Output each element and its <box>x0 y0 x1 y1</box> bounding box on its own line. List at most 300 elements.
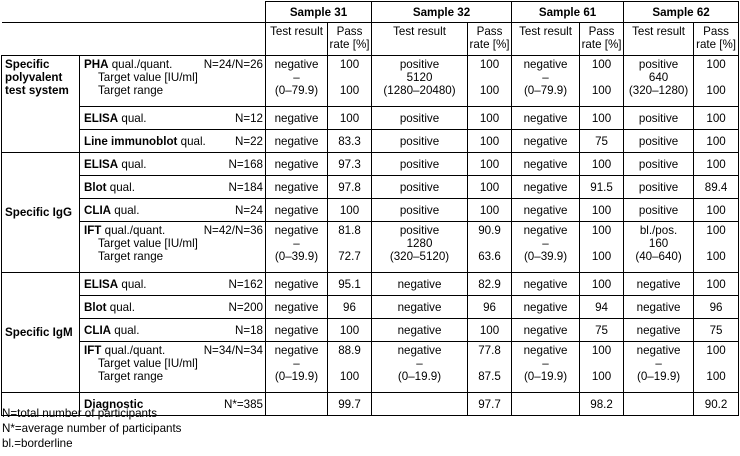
method-name: ELISA <box>84 157 119 171</box>
result-value: negative <box>274 157 319 171</box>
pass-rate-value: 100 <box>706 224 726 237</box>
test-result-cell <box>624 342 694 393</box>
test-method-cell <box>80 273 266 296</box>
pass-rate-value: 96 <box>343 300 356 314</box>
result-value: negative <box>523 58 568 71</box>
result-value: negative <box>523 344 568 357</box>
test-result-cell <box>372 342 468 393</box>
target-value: – <box>293 357 300 370</box>
result-value: negative <box>523 111 568 125</box>
method-mode: qual. <box>180 134 206 148</box>
result-value: negative <box>274 58 319 71</box>
target-value: – <box>416 357 423 370</box>
pass-rate-header: Pass rate [%] <box>328 23 372 56</box>
pass-rate-range-value: 100 <box>591 370 612 383</box>
pass-rate-value: 100 <box>591 157 612 171</box>
pass-rate-cell <box>694 296 739 319</box>
target-range: (0–79.9) <box>523 84 568 97</box>
pass-rate-range-value: 100 <box>591 250 612 263</box>
pass-rate-header: Pass rate [%] <box>580 23 624 56</box>
pass-rate-range-value: 87.5 <box>478 370 501 383</box>
target-range: (0–19.9) <box>636 370 681 383</box>
target-range: (1280–20480) <box>383 84 456 97</box>
pass-rate-cell <box>328 130 372 153</box>
method-name-wrap <box>84 324 139 337</box>
method-mode: qual./quant. <box>111 58 173 71</box>
table-row <box>2 342 739 393</box>
footnotes <box>2 406 181 451</box>
result-value: positive <box>399 180 440 194</box>
pass-rate-range-value: 100 <box>591 84 612 97</box>
pass-rate-value: 100 <box>479 58 500 71</box>
sample-header: Sample 32 <box>372 2 512 23</box>
spacer <box>580 71 623 84</box>
method-mode: qual. <box>121 277 147 291</box>
participant-count: N=18 <box>234 323 263 337</box>
target-value: – <box>542 71 549 84</box>
table-row <box>2 176 739 199</box>
target-value: – <box>293 71 300 84</box>
test-result-cell <box>624 56 694 107</box>
test-method-cell <box>80 107 266 130</box>
method-name: PHA <box>84 58 109 71</box>
result-value: positive <box>399 134 440 148</box>
pass-rate-value: 100 <box>591 344 612 357</box>
participant-count: N=168 <box>228 157 263 171</box>
pass-rate-value: 97.3 <box>338 157 361 171</box>
method-mode: qual. <box>121 111 147 125</box>
pass-rate-cell <box>694 107 739 130</box>
pass-rate-cell <box>694 199 739 222</box>
table-row <box>2 273 739 296</box>
pass-rate-value: 100 <box>706 344 726 357</box>
test-result-cell <box>624 107 694 130</box>
result-value: negative <box>523 277 568 291</box>
test-result-cell <box>512 130 580 153</box>
test-result-cell <box>372 319 468 342</box>
group-label: Specific IgG <box>2 153 80 273</box>
empty-result-cell <box>512 393 580 416</box>
pass-rate-cell <box>694 153 739 176</box>
pass-rate-value: 100 <box>591 203 612 217</box>
table-row <box>2 107 739 130</box>
participant-count: N=12 <box>234 111 263 125</box>
test-method-cell <box>80 153 266 176</box>
pass-rate-cell <box>328 319 372 342</box>
target-range-label: Target range <box>98 370 164 383</box>
result-value: negative <box>274 323 319 337</box>
test-result-header: Test result <box>624 23 694 56</box>
result-value: negative <box>274 111 319 125</box>
pass-rate-range-value: 100 <box>339 370 360 383</box>
result-value: negative <box>636 277 681 291</box>
method-name: CLIA <box>84 323 112 337</box>
method-name: CLIA <box>84 203 112 217</box>
pass-rate-cell <box>468 56 512 107</box>
sample-header: Sample 62 <box>624 2 739 23</box>
test-result-cell <box>266 273 328 296</box>
method-line <box>84 344 263 357</box>
test-result-cell <box>372 296 468 319</box>
pass-rate-cell <box>328 176 372 199</box>
participant-count: N=42/N=36 <box>203 224 263 237</box>
method-name-wrap <box>84 301 135 314</box>
method-name: ELISA <box>84 277 119 291</box>
method-mode: qual. <box>114 323 140 337</box>
pass-rate-value: 100 <box>591 58 612 71</box>
pass-rate-cell <box>328 107 372 130</box>
method-name: Blot <box>84 300 107 314</box>
result-value: negative <box>523 323 568 337</box>
participant-count: N=200 <box>228 300 263 314</box>
target-range-label: Target range <box>98 250 164 263</box>
pass-rate-cell <box>580 273 624 296</box>
pass-rate-cell <box>328 199 372 222</box>
target-range: (0–19.9) <box>397 370 442 383</box>
test-method-cell <box>80 296 266 319</box>
method-line <box>84 158 263 171</box>
test-result-cell <box>266 222 328 273</box>
test-result-cell <box>512 319 580 342</box>
result-value: negative <box>274 224 319 237</box>
result-value: positive <box>399 203 440 217</box>
test-result-cell <box>266 153 328 176</box>
result-value: negative <box>274 180 319 194</box>
method-line <box>84 301 263 314</box>
spacer <box>694 357 738 370</box>
test-result-cell <box>372 199 468 222</box>
pass-rate-cell <box>468 199 512 222</box>
pass-rate-cell <box>580 107 624 130</box>
pass-rate-value: 100 <box>706 134 726 148</box>
footnote: N=total number of participants <box>2 407 157 420</box>
target-value: – <box>293 237 300 250</box>
pass-rate-value: 88.9 <box>338 344 361 357</box>
pass-rate-cell <box>580 296 624 319</box>
pass-rate-value: 83.3 <box>338 134 361 148</box>
pass-rate-cell <box>580 222 624 273</box>
test-result-cell <box>512 222 580 273</box>
test-result-cell <box>372 107 468 130</box>
spacer <box>328 71 371 84</box>
result-value: negative <box>397 323 442 337</box>
table-row <box>2 153 739 176</box>
result-value: positive <box>399 58 440 71</box>
pass-rate-cell <box>468 319 512 342</box>
diagnostic-count: N*=385 <box>224 397 263 411</box>
table-body <box>2 56 739 416</box>
pass-rate-range-value: 100 <box>706 84 726 97</box>
method-line <box>84 58 263 71</box>
pass-rate-cell <box>694 56 739 107</box>
test-result-cell <box>266 176 328 199</box>
target-range: (0–79.9) <box>274 84 319 97</box>
pass-rate-range-value: 72.7 <box>338 250 361 263</box>
target-range: (0–39.9) <box>274 250 319 263</box>
target-value: 5120 <box>406 71 433 84</box>
result-value: negative <box>397 277 442 291</box>
test-method-cell <box>80 130 266 153</box>
table-row <box>2 222 739 273</box>
pass-rate-cell <box>694 130 739 153</box>
test-result-cell <box>512 153 580 176</box>
pass-rate-cell <box>580 342 624 393</box>
pass-rate-cell <box>328 296 372 319</box>
test-result-cell <box>512 342 580 393</box>
participant-count: N=22 <box>234 134 263 148</box>
pass-rate-value: 91.5 <box>590 180 613 194</box>
target-value: 160 <box>648 237 669 250</box>
pass-rate-value: 100 <box>339 203 360 217</box>
method-name: ELISA <box>84 111 119 125</box>
spacer <box>328 237 371 250</box>
corner-cell <box>2 2 266 23</box>
pass-rate-cell <box>328 56 372 107</box>
pass-rate-cell <box>694 176 739 199</box>
method-name-wrap <box>84 158 147 171</box>
method-mode: qual. <box>114 203 140 217</box>
method-name-wrap <box>84 58 172 71</box>
pass-rate-range-value: 63.6 <box>478 250 501 263</box>
spacer <box>580 237 623 250</box>
test-method-cell <box>80 199 266 222</box>
pass-rate-value: 100 <box>706 203 726 217</box>
result-value: negative <box>523 203 568 217</box>
pass-rate-header: Pass rate [%] <box>694 23 739 56</box>
method-line <box>84 324 263 337</box>
test-result-header: Test result <box>512 23 580 56</box>
method-mode: qual. <box>109 300 135 314</box>
pass-rate-value: 95.1 <box>338 277 361 291</box>
results-table <box>1 1 739 416</box>
result-value: negative <box>274 300 319 314</box>
pass-rate-cell <box>694 342 739 393</box>
diagnostic-pass-rate: 97.7 <box>468 393 512 416</box>
test-result-cell <box>512 199 580 222</box>
result-value: negative <box>636 300 681 314</box>
result-value: negative <box>523 134 568 148</box>
sample-header: Sample 31 <box>266 2 372 23</box>
pass-rate-range-value: 100 <box>479 84 500 97</box>
result-value: negative <box>636 323 681 337</box>
test-result-cell <box>372 56 468 107</box>
pass-rate-value: 90.9 <box>478 224 501 237</box>
target-range: (320–1280) <box>628 84 689 97</box>
method-line <box>84 204 263 217</box>
corner-cell <box>2 23 266 56</box>
pass-rate-cell <box>468 176 512 199</box>
table-row <box>2 56 739 107</box>
test-result-cell <box>266 342 328 393</box>
test-method-cell <box>80 222 266 273</box>
test-result-cell <box>624 199 694 222</box>
table-row <box>2 319 739 342</box>
method-name-wrap <box>84 181 135 194</box>
result-value: negative <box>636 344 681 357</box>
pass-rate-value: 100 <box>479 111 500 125</box>
pass-rate-cell <box>694 222 739 273</box>
sample-header: Sample 61 <box>512 2 624 23</box>
table-row <box>2 296 739 319</box>
diagnostic-pass-rate: 98.2 <box>580 393 624 416</box>
pass-rate-value: 77.8 <box>478 344 501 357</box>
test-method-cell <box>80 319 266 342</box>
pass-rate-value: 100 <box>339 323 360 337</box>
pass-rate-cell <box>580 56 624 107</box>
group-label: Specific IgM <box>2 273 80 393</box>
pass-rate-value: 100 <box>706 157 726 171</box>
empty-result-cell <box>372 393 468 416</box>
pass-rate-value: 75 <box>709 323 723 337</box>
result-value: positive <box>638 134 679 148</box>
method-mode: qual./quant. <box>104 224 166 237</box>
pass-rate-cell <box>328 153 372 176</box>
method-name: Line immunoblot <box>84 134 178 148</box>
test-result-cell <box>372 130 468 153</box>
test-result-cell <box>372 153 468 176</box>
test-result-cell <box>266 56 328 107</box>
method-name-wrap <box>84 344 165 357</box>
test-result-cell <box>266 199 328 222</box>
pass-rate-cell <box>468 342 512 393</box>
test-result-header: Test result <box>266 23 328 56</box>
spacer <box>468 71 511 84</box>
method-mode: qual./quant. <box>104 344 166 357</box>
method-line <box>84 181 263 194</box>
subheader-row <box>2 23 739 56</box>
method-name-wrap <box>84 204 139 217</box>
pass-rate-range-value: 100 <box>706 370 726 383</box>
target-range: (320–5120) <box>389 250 450 263</box>
test-result-cell <box>266 130 328 153</box>
pass-rate-cell <box>694 273 739 296</box>
pass-rate-value: 100 <box>706 58 726 71</box>
pass-rate-cell <box>468 107 512 130</box>
result-value: negative <box>523 180 568 194</box>
result-value: positive <box>638 203 679 217</box>
pass-rate-value: 96 <box>709 300 723 314</box>
method-name-wrap <box>84 112 147 125</box>
pass-rate-value: 100 <box>591 224 612 237</box>
pass-rate-value: 100 <box>591 111 612 125</box>
empty-result-cell <box>266 393 328 416</box>
test-result-cell <box>512 56 580 107</box>
pass-rate-cell <box>694 319 739 342</box>
pass-rate-value: 100 <box>479 134 500 148</box>
pass-rate-value: 100 <box>706 111 726 125</box>
method-name-wrap <box>84 135 206 148</box>
spacer <box>694 237 738 250</box>
test-result-cell <box>512 176 580 199</box>
result-value: positive <box>399 111 440 125</box>
target-value: 1280 <box>406 237 433 250</box>
method-mode: qual. <box>121 157 147 171</box>
target-value: – <box>655 357 662 370</box>
target-value: – <box>542 357 549 370</box>
test-result-cell <box>372 176 468 199</box>
method-name: IFT <box>84 224 102 237</box>
method-line <box>84 112 263 125</box>
header-row <box>2 2 739 23</box>
pass-rate-value: 100 <box>479 157 500 171</box>
result-value: negative <box>274 134 319 148</box>
pass-rate-range-value: 100 <box>339 84 360 97</box>
test-result-cell <box>512 296 580 319</box>
pass-rate-range-value: 100 <box>706 250 726 263</box>
test-method-cell <box>80 176 266 199</box>
footnote: N*=average number of participants <box>2 422 182 435</box>
pass-rate-value: 100 <box>479 180 500 194</box>
diagnostic-pass-rate: 99.7 <box>328 393 372 416</box>
participant-count: N=24/N=26 <box>203 58 263 71</box>
pass-rate-cell <box>580 199 624 222</box>
pass-rate-cell <box>468 296 512 319</box>
test-result-cell <box>624 319 694 342</box>
pass-rate-cell <box>468 153 512 176</box>
pass-rate-value: 100 <box>591 277 612 291</box>
method-name-wrap <box>84 224 165 237</box>
test-result-cell <box>624 130 694 153</box>
group-label: Specific polyvalent test system <box>2 56 80 153</box>
test-result-header: Test result <box>372 23 468 56</box>
target-value-label: Target value [IU/ml] <box>98 357 198 370</box>
target-value-label: Target value [IU/ml] <box>98 237 198 250</box>
diagnostic-label: Diagnostic <box>84 397 144 411</box>
test-method-cell <box>80 56 266 107</box>
pass-rate-cell <box>468 273 512 296</box>
test-result-cell <box>624 222 694 273</box>
pass-rate-value: 94 <box>595 300 608 314</box>
target-range: (0–19.9) <box>523 370 568 383</box>
test-result-cell <box>624 273 694 296</box>
pass-rate-cell <box>468 130 512 153</box>
method-name: Blot <box>84 180 107 194</box>
result-value: positive <box>399 157 440 171</box>
pass-rate-cell <box>580 176 624 199</box>
result-value: positive <box>638 157 679 171</box>
result-value: negative <box>523 157 568 171</box>
footnote: bl.=borderline <box>2 437 73 450</box>
pass-rate-value: 100 <box>339 58 360 71</box>
test-method-cell <box>80 342 266 393</box>
method-mode: qual. <box>109 180 135 194</box>
pass-rate-cell <box>580 319 624 342</box>
pass-rate-cell <box>580 153 624 176</box>
pass-rate-value: 97.8 <box>338 180 361 194</box>
test-result-cell <box>512 107 580 130</box>
empty-result-cell <box>624 393 694 416</box>
target-range: (40–640) <box>635 250 682 263</box>
result-value: negative <box>523 224 568 237</box>
pass-rate-cell <box>328 273 372 296</box>
method-line <box>84 278 263 291</box>
pass-rate-header: Pass rate [%] <box>468 23 512 56</box>
test-result-cell <box>266 319 328 342</box>
spacer <box>328 357 371 370</box>
result-value: bl./pos. <box>639 224 678 237</box>
method-name: IFT <box>84 344 102 357</box>
table-row <box>2 199 739 222</box>
result-value: negative <box>397 344 442 357</box>
participant-count: N=34/N=34 <box>203 344 263 357</box>
test-result-cell <box>624 296 694 319</box>
pass-rate-value: 100 <box>706 277 726 291</box>
target-range-label: Target range <box>98 84 164 97</box>
table-row <box>2 130 739 153</box>
pass-rate-cell <box>328 222 372 273</box>
participant-count: N=162 <box>228 277 263 291</box>
test-result-cell <box>512 273 580 296</box>
